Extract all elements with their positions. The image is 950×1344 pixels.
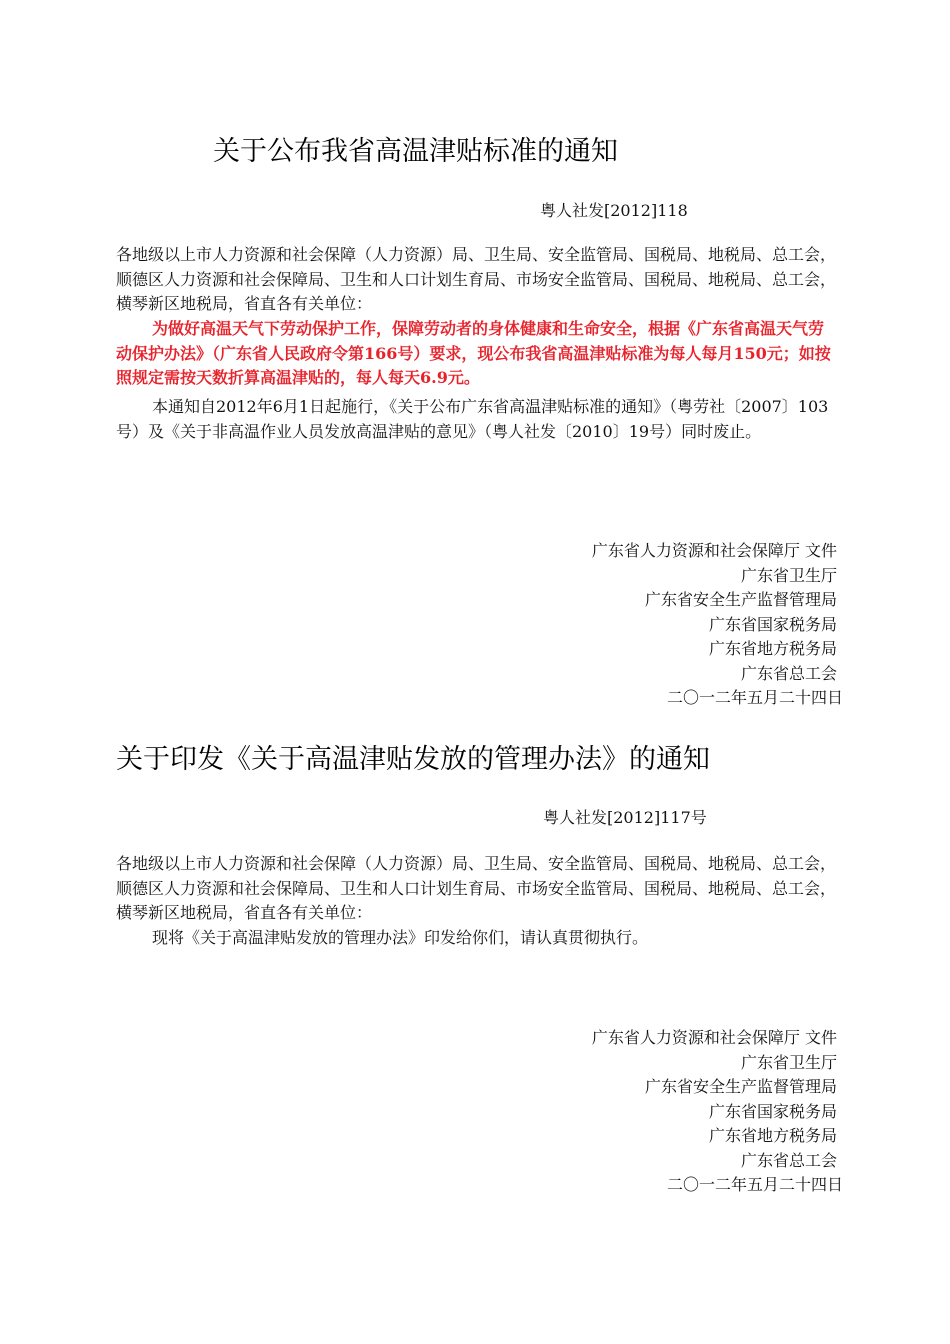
notice1-date: 二〇一二年五月二十四日: [666, 688, 843, 707]
notice2-title: 关于印发《关于高温津贴发放的管理办法》的通知: [116, 744, 710, 775]
notice1-issuer: 广东省人力资源和社会保障厅 文件: [591, 541, 837, 560]
notice1-highlight-paragraph: 为做好高温天气下劳动保护工作，保障劳动者的身体健康和生命安全，根据《广东省高温天气劳动保护办法》（广东省人民政府令第166号）要求，现公布我省高温津贴标准为每人每月150元；如按照规定需按天数折算高温津贴的，每人每天6.9元。: [116, 319, 831, 387]
notice1-signature-block: [437, 539, 843, 711]
notice2-doc-number: 粤人社发[2012]117号: [543, 808, 707, 827]
notice2-date: 二〇一二年五月二十四日: [666, 1175, 843, 1194]
notice2-signature-block: [437, 1026, 843, 1198]
notice2-issuer: 广东省总工会: [740, 1150, 837, 1170]
notice2-issuer: 广东省人力资源和社会保障厅 文件: [591, 1028, 837, 1047]
notice1-recipients: 各地级以上市人力资源和社会保障（人力资源）局、卫生局、安全监管局、国税局、地税局、总工会，顺德区人力资源和社会保障局、卫生和人口计划生育局、市场安全监管局、国税局、地税局、总工会，横琴新区地税局，省直各有关单位：: [116, 245, 837, 313]
notice2-issuer: 广东省地方税务局: [708, 1126, 837, 1145]
notice1-issuer: 广东省地方税务局: [708, 639, 837, 658]
notice1-effective-paragraph: 本通知自2012年6月1日起施行，《关于公布广东省高温津贴标准的通知》（粤劳社〔2007〕103号）及《关于非高温作业人员发放高温津贴的意见》（粤人社发〔2010〕19号）同时废止。: [116, 397, 829, 441]
notice2-body-paragraph: 现将《关于高温津贴发放的管理办法》印发给你们，请认真贯彻执行。: [152, 928, 649, 947]
notice1-title: 关于公布我省高温津贴标准的通知: [213, 136, 618, 167]
notice2-issuer: 广东省国家税务局: [708, 1101, 837, 1121]
notice1-issuer: 广东省安全生产监督管理局: [644, 590, 837, 609]
notice1-issuer: 广东省卫生厅: [740, 565, 837, 585]
notice1-issuer: 广东省国家税务局: [708, 614, 837, 634]
notice2-issuer: 广东省安全生产监督管理局: [644, 1077, 837, 1096]
notice2-recipients: 各地级以上市人力资源和社会保障（人力资源）局、卫生局、安全监管局、国税局、地税局、总工会，顺德区人力资源和社会保障局、卫生和人口计划生育局、市场安全监管局、国税局、地税局、总工会，横琴新区地税局，省直各有关单位：: [116, 854, 837, 922]
notice1-issuer: 广东省总工会: [740, 663, 837, 683]
notice1-doc-number: 粤人社发[2012]118: [540, 201, 688, 220]
notice2-issuer: 广东省卫生厅: [740, 1052, 837, 1072]
